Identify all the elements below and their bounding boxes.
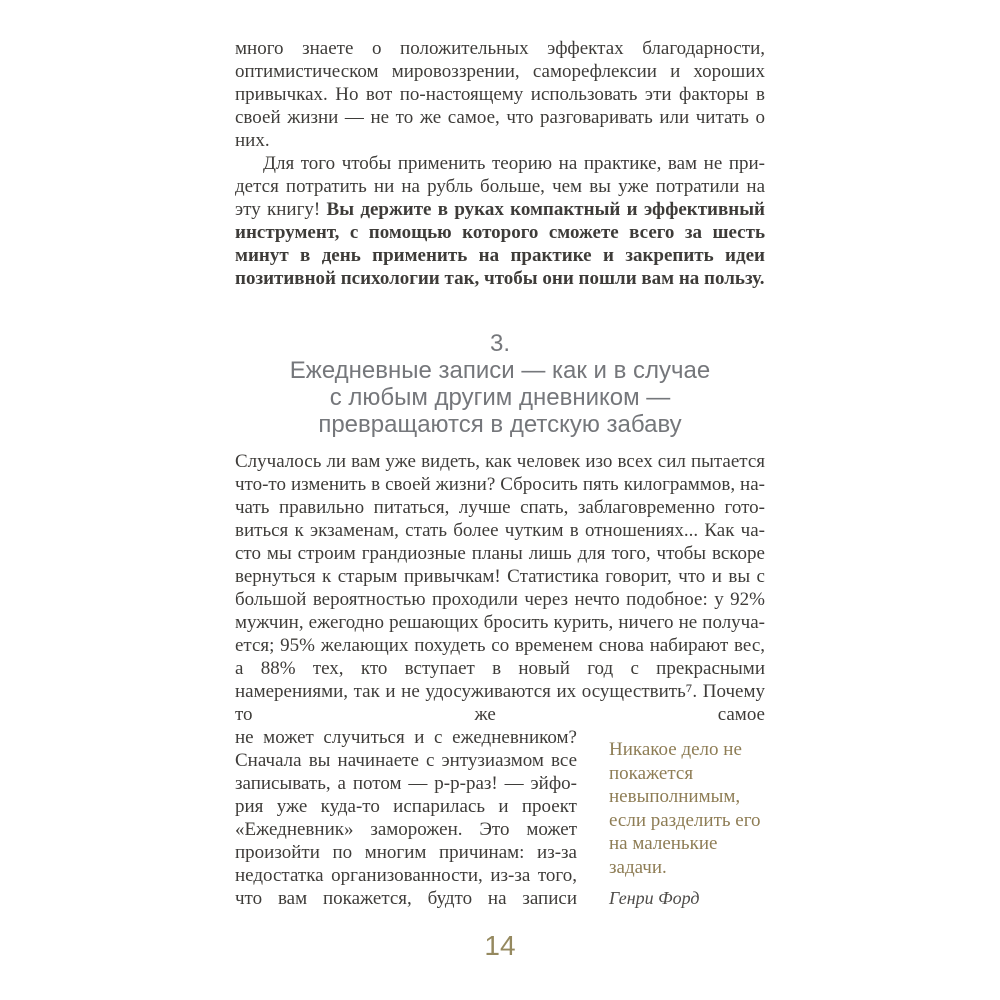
paragraph-habits: Случалось ли вам уже видеть, как человек изо всех сил пытается что-то изменить в своей жизни? Сбросить пять килограммов, начать правильно питаться, лучше спать, заблаговременно готовиться к экзаменам, стать более чутким в отношениях... Как часто мы строим грандиозные планы лишь для того, чтобы вскоре вернуться к старым привычкам! Статистика говорит, что и вы с большой вероятностью проходили через нечто подобное: у 92% мужчин, ежегодно решающих бросить курить, ничего не получается; 95% желающих похудеть со временем снова набирают вес, а 88% тех, кто вступает в новый год с прекрасными намерениями, так и не удосуживаются их осуществить⁷. Почему то же самое <box>235 451 765 725</box>
paragraph-instrument-bold: Вы держите в руках компактный и эффективный инструмент, с помощью которого сможете всего за шесть минут в день применить на практике и закрепить идеи позитивной психологии так, чтобы они пошли вам на пользу. <box>235 199 765 289</box>
chapter-title-line-2: с любым другим дневником — <box>329 384 671 411</box>
paragraph-instrument-lead: Для того чтобы применить теорию на практике, вам не придется потратить ни на рубль больше, чем вы уже потратили на эту книгу! <box>235 153 765 220</box>
chapter-title-line-1: Ежедневные записи — как и в случае <box>289 357 711 384</box>
chapter-title-line-3: превращаются в детскую забаву <box>318 411 682 438</box>
page-content <box>235 37 765 910</box>
paragraph-gratitude: много знаете о положительных эффектах благодарности, оптимистическом мировоззрении, саморефлексии и хороших привычках. Но вот по-настоящему использовать эти факторы в своей жизни — не то же самое, что разговаривать или читать о них. <box>235 38 765 151</box>
pull-quote <box>609 726 765 909</box>
page-number: 14 <box>484 930 516 961</box>
chapter-heading <box>235 330 765 438</box>
paragraph-diary-continuation: не может случиться и с ежедневником? Сначала вы начинаете с энтузиазмом все записывать, а потом — р-р-раз! — эйфория уже куда-то испарилась и проект «Ежедневник» заморожен. Это может произойти по многим причинам: из-за недостатка организованности, из-за того, что вам покажется, будто на записи <box>235 727 577 909</box>
text-quote-row <box>235 726 765 910</box>
chapter-number: 3. <box>489 330 510 357</box>
pull-quote-attribution: Генри Форд <box>609 888 700 908</box>
pull-quote-text: Никакое дело не покажется невыполнимым, если разделить его на маленькие задачи. <box>609 739 761 878</box>
paragraph-instrument <box>235 152 765 290</box>
